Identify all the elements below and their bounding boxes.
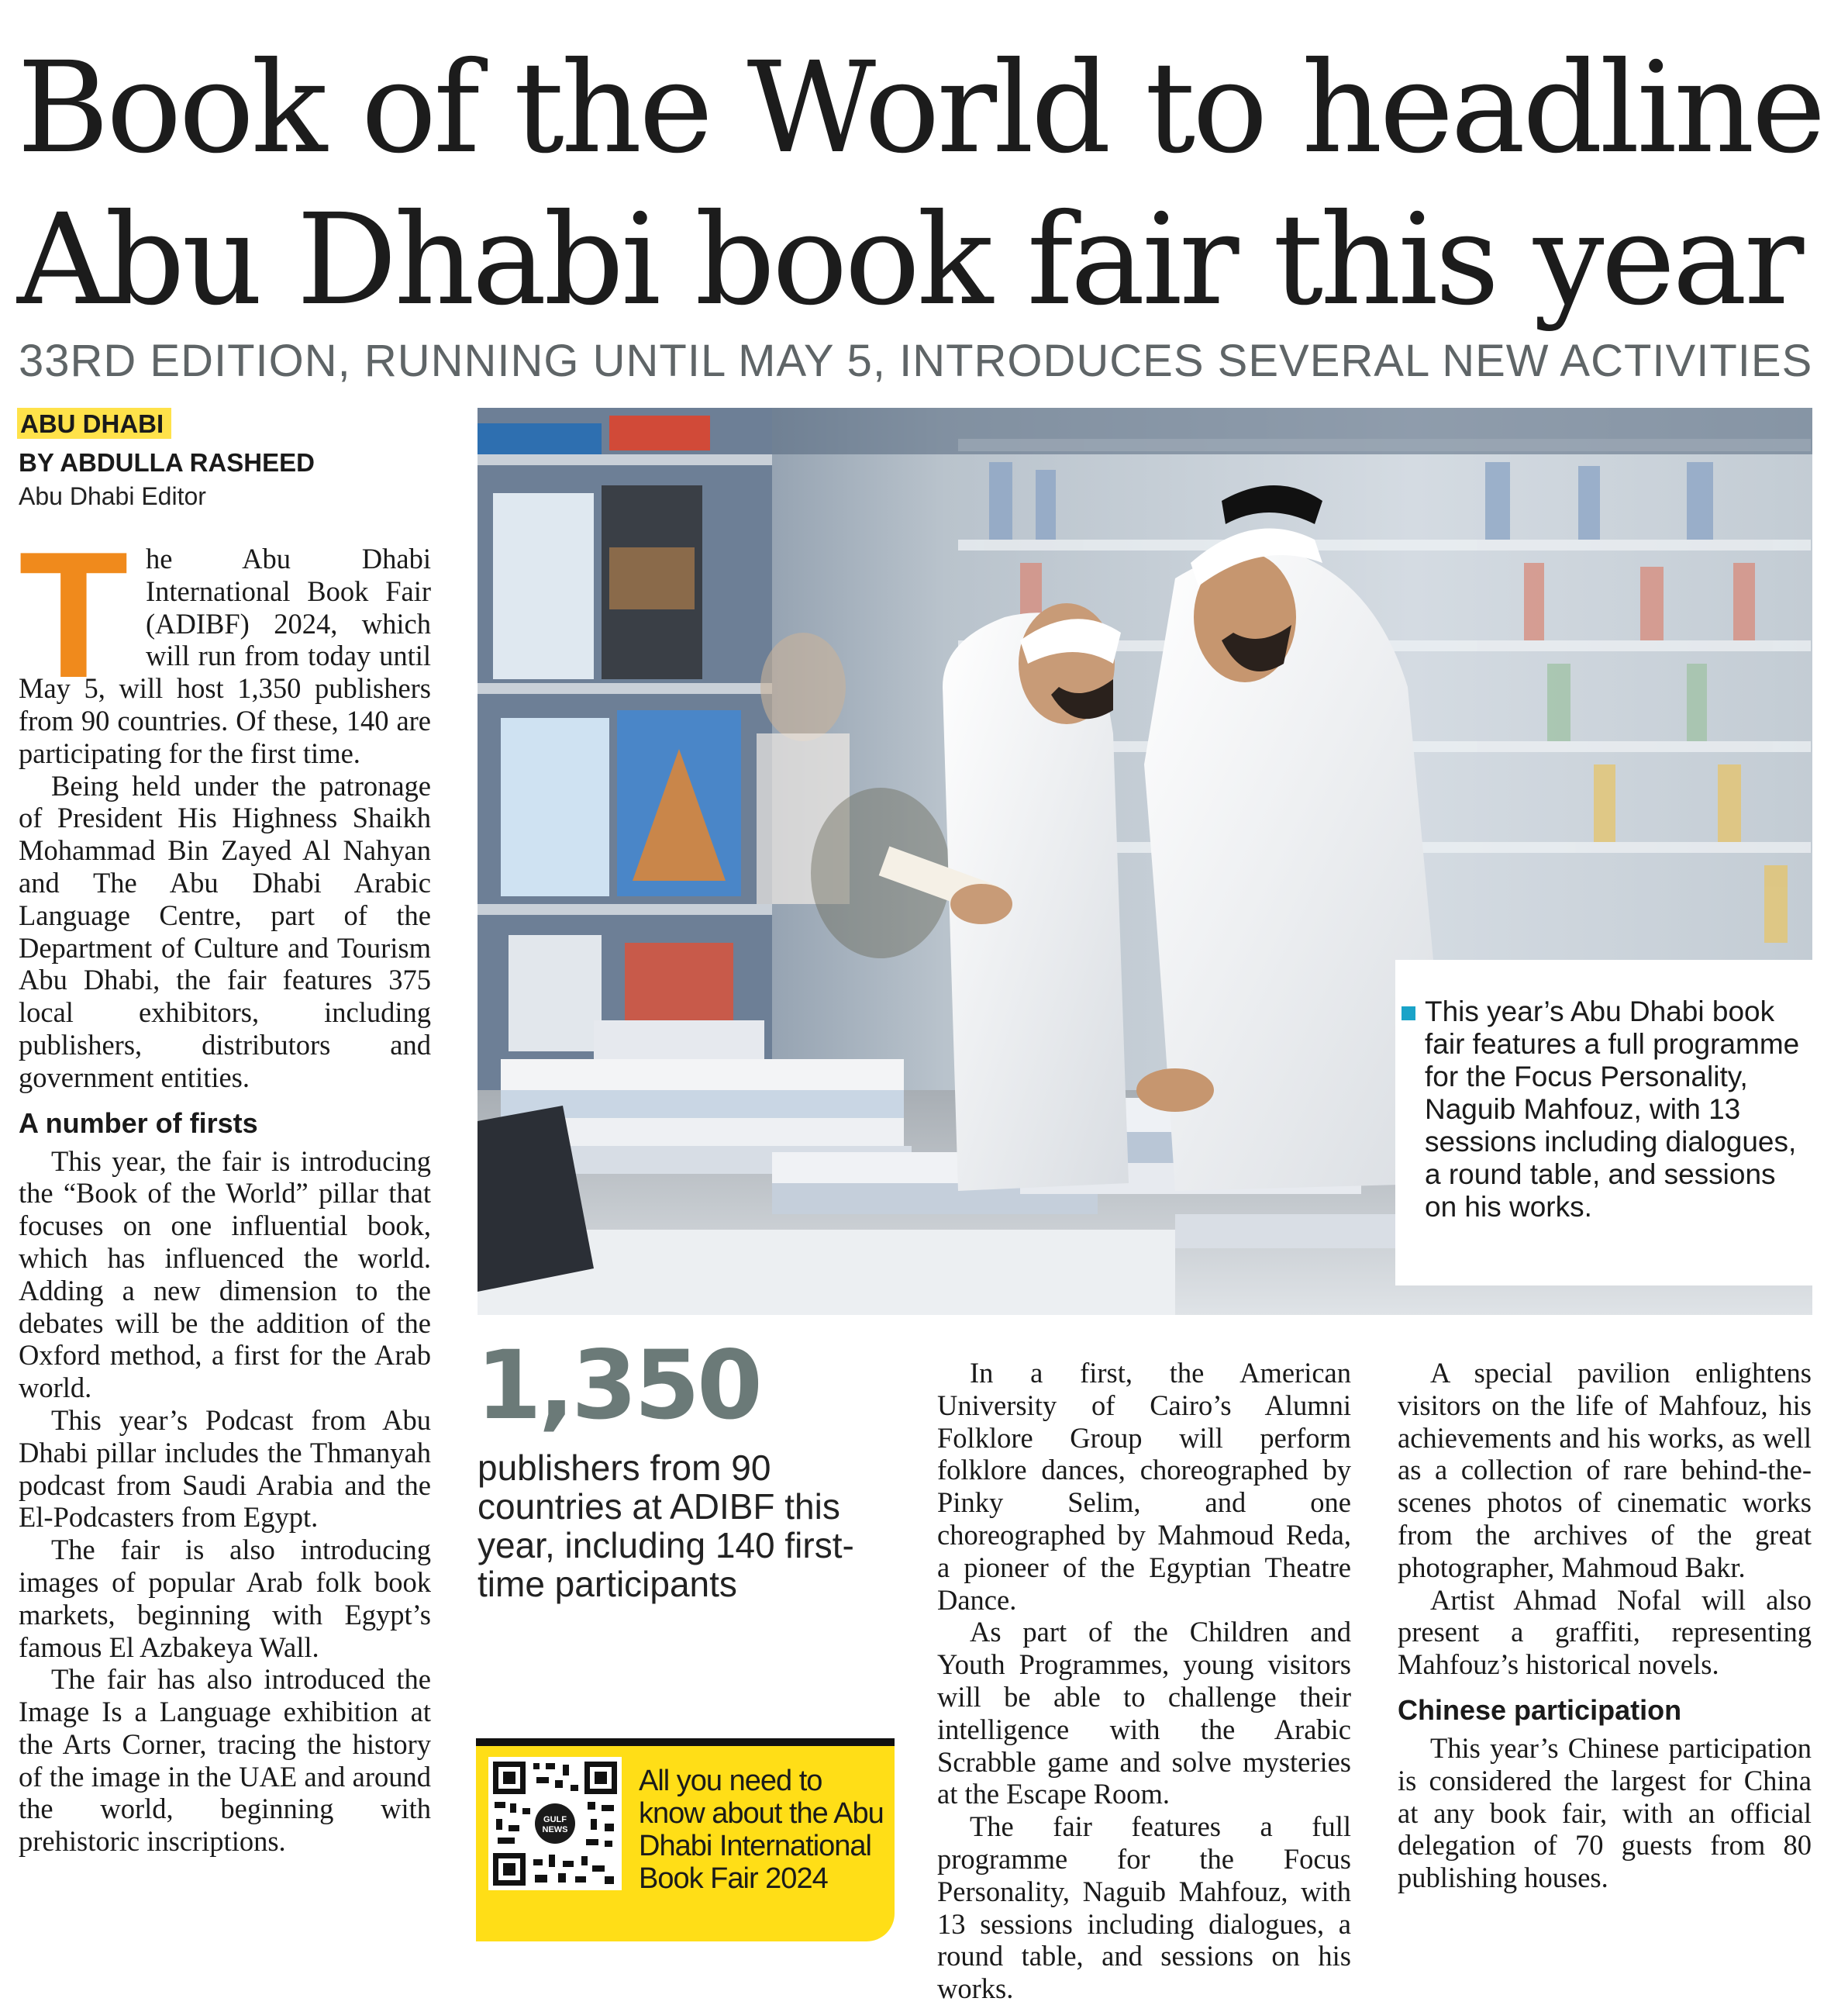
- paragraph: The fair features a full programme for the Focus Personality, Naguib Mahfouz, with 13 sessions including dialogues, a round table, and sessions on his works.: [937, 1810, 1351, 2005]
- paragraph: This year, the fair is introducing the “Book of the World” pillar that focuses on one influential book, which has influenced the world. Adding a new dimension to the debates will be the addition of the Oxford method, a first for the Arab world.: [19, 1144, 431, 1404]
- stat-description: publishers from 90 countries at ADIBF this year, including 140 first-time participants: [478, 1448, 854, 1604]
- paragraph: In a first, the American University of Cairo’s Alumni Folklore Group will perform folklore dances, choreographed by Pinky Selim, and one choreographed by Mahmoud Reda, a pioneer of the Egyptian Theatre Dance.: [937, 1357, 1351, 1616]
- paragraph: he Abu Dhabi International Book Fair (ADIBF) 2024, which will run from today until May 5, will host 1,350 publishers from 90 countries. Of these, 140 are participating for the first time.: [19, 543, 431, 769]
- promo-box[interactable]: [476, 1738, 895, 1941]
- stat-number: 1,350: [476, 1330, 760, 1441]
- article-column-3: [937, 1357, 1351, 2005]
- qr-code-icon[interactable]: [488, 1757, 622, 1890]
- subheadline: 33RD EDITION, RUNNING UNTIL MAY 5, INTRODUCES SEVERAL NEW ACTIVITIES: [19, 336, 1813, 386]
- drop-cap: T: [19, 515, 129, 716]
- headline-line-1: Book of the World to headline: [17, 36, 1823, 181]
- article-column-4: [1398, 1357, 1812, 1894]
- qr-logo-line-2: NEWS: [542, 1825, 568, 1834]
- dateline: ABU DHABI: [17, 408, 171, 439]
- paragraph: The fair is also introducing images of popular Arab folk book markets, beginning with Egypt’s famous El Azbakeya Wall.: [19, 1534, 431, 1663]
- caption-marker-icon: [1402, 1006, 1415, 1020]
- paragraph: A special pavilion enlightens visitors on the life of Mahfouz, his achievements and his works, as well as a collection of rare behind-the-scenes photos of cinematic works from the archives of the great photographer, Mahmoud Bakr.: [1398, 1357, 1812, 1583]
- section-heading: A number of firsts: [19, 1106, 258, 1139]
- promo-text[interactable]: All you need to know about the Abu Dhabi International Book Fair 2024: [639, 1765, 884, 1895]
- headline: [17, 33, 1831, 336]
- paragraph: As part of the Children and Youth Programmes, young visitors will be able to challenge their intelligence with the Arabic Scrabble game and solve mysteries at the Escape Room.: [937, 1616, 1351, 1810]
- headline-line-2: Abu Dhabi book fair this year: [17, 188, 1801, 333]
- paragraph: This year’s Chinese participation is considered the largest for China at any book fair, with an official delegation of 70 guests from 80 publishing houses.: [1398, 1731, 1812, 1894]
- paragraph: Being held under the patronage of President His Highness Shaikh Mohammad Bin Zayed Al Nahyan and The Abu Dhabi Arabic Language Centre, part of the Department of Culture and Tourism Abu Dhabi, the fair features 375 local exhibitors, including publishers, distributors and government entities.: [19, 769, 431, 1093]
- photo-caption: This year’s Abu Dhabi book fair features a full programme for the Focus Personality, Naguib Mahfouz, with 13 sessions including dialogues, a round table, and sessions on his works.: [1425, 996, 1800, 1223]
- qr-code-graphic: [488, 1757, 622, 1890]
- section-heading: Chinese participation: [1398, 1693, 1682, 1726]
- paragraph: This year’s Podcast from Abu Dhabi pillar includes the Thmanyah podcast from Saudi Arabia and the El-Podcasters from Egypt.: [19, 1403, 431, 1534]
- qr-logo-line-1: GULF: [543, 1815, 567, 1824]
- byline-role: Abu Dhabi Editor: [19, 482, 206, 510]
- byline: BY ABDULLA RASHEED: [19, 448, 315, 477]
- paragraph: The fair has also introduced the Image Is a Language exhibition at the Arts Corner, tracing the history of the image in the UAE and around the world, beginning with prehistoric inscriptions.: [19, 1663, 431, 1858]
- paragraph: Artist Ahmad Nofal will also present a graffiti, representing Mahfouz’s historical novels.: [1398, 1583, 1812, 1681]
- article-column-1: [19, 515, 431, 1858]
